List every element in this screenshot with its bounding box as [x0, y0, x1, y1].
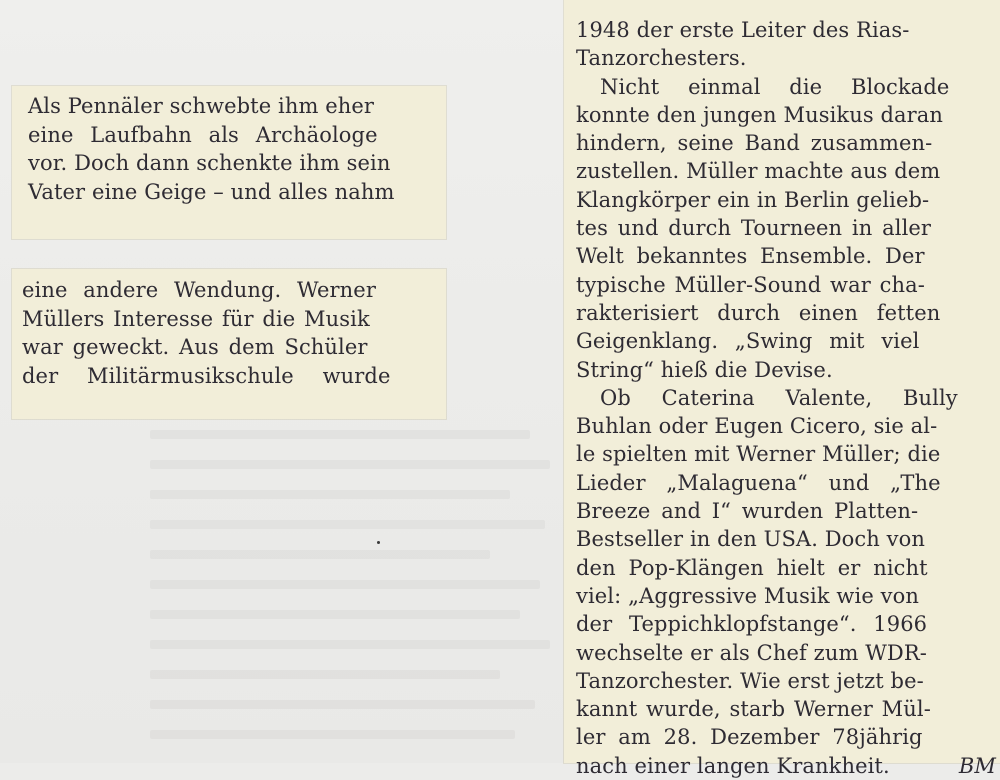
text-line: rakterisiert durch einen fetten [576, 300, 941, 325]
text-line: ler am 28. Dezember 78jährig [576, 725, 923, 750]
text-line: Tanzorchester. Wie erst jetzt be- [576, 668, 924, 693]
author-signature: BM [958, 753, 996, 778]
text-line: Als Pennäler schwebte ihm eher [28, 94, 375, 118]
text-line-with-signature [576, 752, 996, 780]
text-line: Müllers Interesse für die Musik [22, 306, 370, 331]
text-line: le spielten mit Werner Müller; die [576, 442, 941, 467]
text-line: vor. Doch dann schenkte ihm sein [28, 151, 391, 176]
text-line: nach einer langen Krankheit. [576, 753, 890, 778]
text-line: Tanzorchesters. [576, 46, 747, 71]
text-line: Geigenklang. „Swing mit viel [576, 329, 920, 354]
clipping-2-text [22, 276, 436, 390]
text-line: viel: „Aggressive Musik wie von [576, 583, 919, 608]
text-line: hindern, seine Band zusammen- [576, 131, 933, 156]
text-line: kannt wurde, starb Werner Mül- [576, 697, 931, 722]
clipping-1-text [28, 92, 434, 206]
bleed-through-print-lower [150, 420, 570, 760]
text-line: eine andere Wendung. Werner [22, 278, 376, 302]
text-line: Buhlan oder Eugen Cicero, sie al- [576, 414, 938, 439]
text-line-content: eine Laufbahn als Archäologe [28, 122, 378, 147]
text-line: konnte den jungen Musikus daran [576, 102, 944, 127]
text-line: 1948 der erste Leiter des Rias- [576, 18, 910, 42]
text-line: Lieder „Malaguena“ und „The [576, 470, 941, 495]
text-line: Bestseller in den USA. Doch von [576, 527, 926, 552]
text-line: Breeze and I“ wurden Platten- [576, 499, 919, 524]
newspaper-clipping-1 [12, 86, 446, 239]
text-line: Nicht einmal die Blockade [600, 74, 950, 99]
text-line: der Teppichklopfstange“. 1966 [576, 612, 928, 637]
text-line: den Pop-Klängen hielt er nicht [576, 555, 928, 580]
bleed-through-print-middle [460, 210, 580, 400]
text-line: tes und durch Tourneen in aller [576, 216, 932, 241]
clipping-3-text [576, 16, 996, 780]
text-line [28, 121, 434, 150]
text-line: typische Müller-Sound war cha- [576, 272, 925, 297]
text-line: war geweckt. Aus dem Schüler [22, 335, 368, 360]
newspaper-clipping-2 [12, 269, 446, 419]
text-line: wechselte er als Chef zum WDR- [576, 640, 927, 665]
text-line: Ob Caterina Valente, Bully [600, 385, 958, 410]
text-line: String“ hieß die Devise. [576, 357, 833, 382]
bleed-through-print-top [8, 6, 548, 66]
text-line: zustellen. Müller machte aus dem [576, 159, 941, 184]
newspaper-clipping-3 [564, 0, 1000, 778]
text-line: Welt bekanntes Ensemble. Der [576, 244, 925, 269]
text-line: Vater eine Geige – und alles nahm [28, 179, 395, 204]
text-line: Klangkörper ein in Berlin gelieb- [576, 187, 930, 212]
dust-speck [377, 541, 380, 544]
text-line: der Militärmusikschule wurde [22, 363, 391, 388]
